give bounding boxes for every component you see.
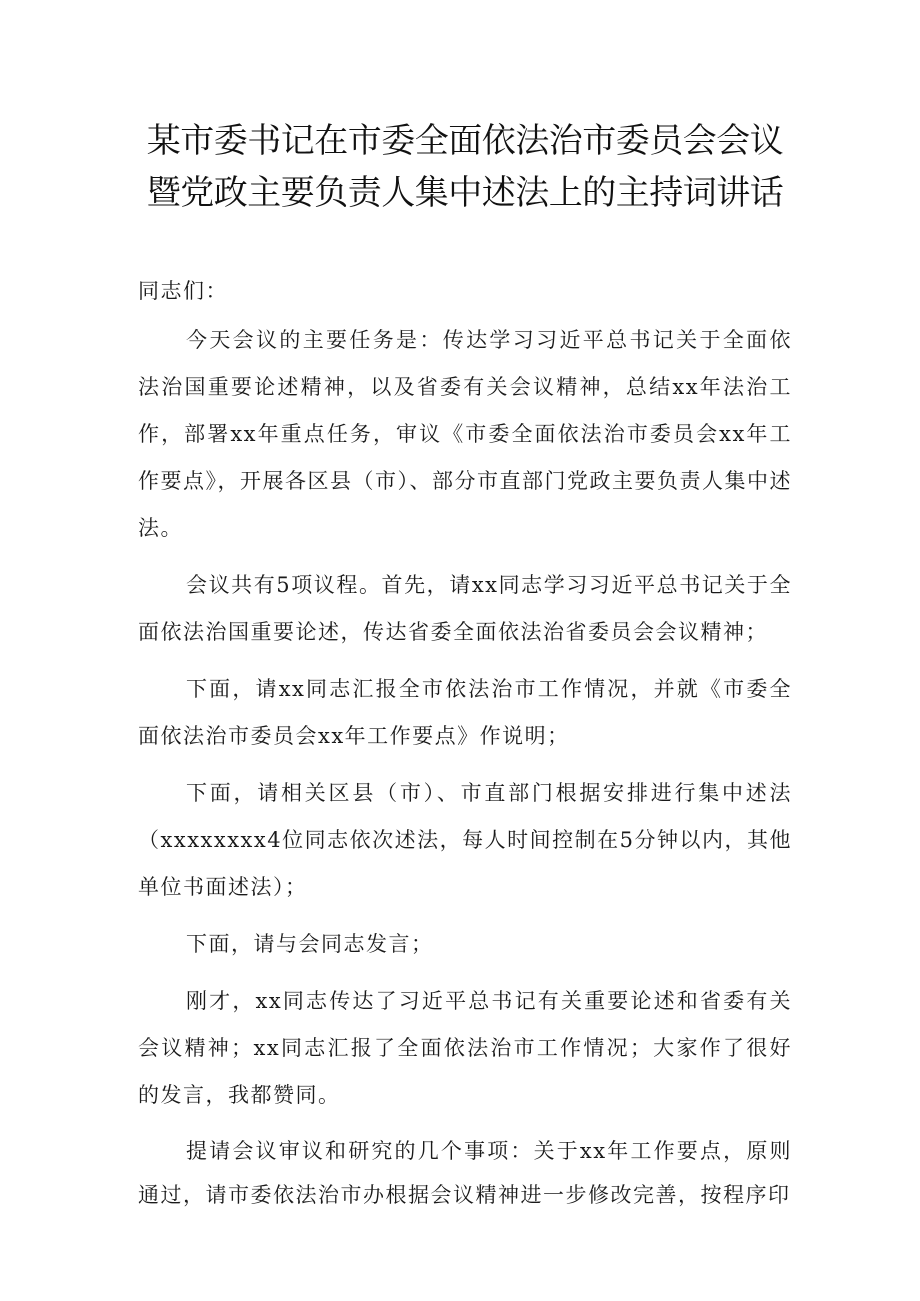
paragraph: 提请会议审议和研究的几个事项：关于xx年工作要点，原则通过，请市委依法治市办根据会议精神进一步修改完善，按程序印 [138, 1139, 792, 1207]
paragraph: 下面，请与会同志发言； [186, 932, 434, 956]
document-title: 某市委书记在市委全面依法治市委员会会议暨党政主要负责人集中述法上的主持词讲话 [146, 121, 784, 213]
paragraph: 会议共有5项议程。首先，请xx同志学习习近平总书记关于全面依法治国重要论述，传达省委全面依法治省委员会会议精神； [138, 573, 792, 644]
paragraph: 刚才，xx同志传达了习近平总书记有关重要论述和省委有关会议精神；xx同志汇报了全面依法治市工作情况；大家作了很好的发言，我都赞同。 [138, 989, 792, 1107]
document-body [138, 268, 792, 1227]
paragraph: 下面，请xx同志汇报全市依法治市工作情况，并就《市委全面依法治市委员会xx年工作要点》作说明； [138, 677, 792, 748]
paragraph: 下面，请相关区县（市）、市直部门根据安排进行集中述法（xxxxxxxx4位同志依次述法，每人时间控制在5分钟以内，其他单位书面述法）； [138, 781, 792, 899]
paragraph: 今天会议的主要任务是：传达学习习近平总书记关于全面依法治国重要论述精神，以及省委有关会议精神，总结xx年法治工作，部署xx年重点任务，审议《市委全面依法治市委员会xx年工作要点》，开展各区县（市）、部分市直部门党政主要负责人集中述法。 [138, 328, 792, 540]
greeting-line: 同志们： [138, 279, 228, 303]
